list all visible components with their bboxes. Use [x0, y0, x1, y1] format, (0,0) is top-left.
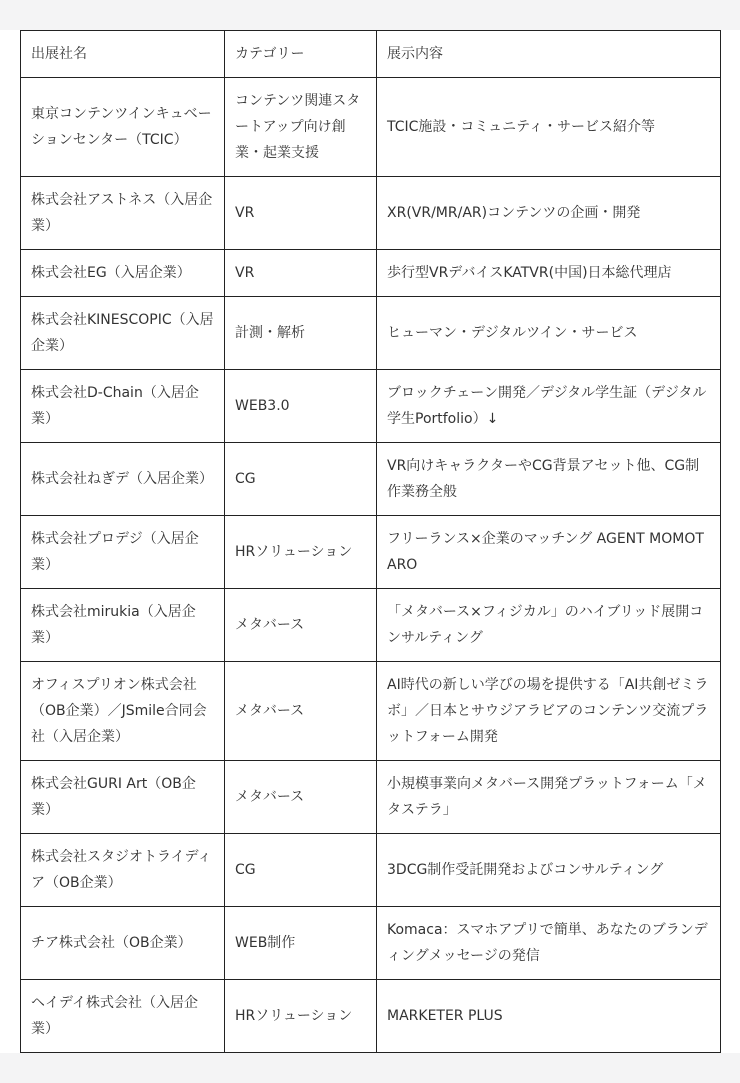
- header-category: カテゴリー: [225, 31, 377, 78]
- content-cell: 「メタバース×フィジカル」のハイブリッド展開コンサルティング: [377, 589, 721, 662]
- category-cell: HRソリューション: [225, 980, 377, 1053]
- table-row: [21, 761, 721, 834]
- company-cell: オフィスプリオン株式会社（OB企業）／JSmile合同会社（入居企業）: [21, 662, 225, 761]
- company-cell: 株式会社アストネス（入居企業）: [21, 177, 225, 250]
- company-cell: 株式会社スタジオトライディア（OB企業）: [21, 834, 225, 907]
- content-cell: VR向けキャラクターやCG背景アセット他、CG制作業務全般: [377, 443, 721, 516]
- table-row: [21, 177, 721, 250]
- company-cell: 株式会社ねぎデ（入居企業）: [21, 443, 225, 516]
- company-cell: 株式会社KINESCOPIC（入居企業）: [21, 297, 225, 370]
- content-cell: ブロックチェーン開発／デジタル学生証（デジタル学生Portfolio）↓: [377, 370, 721, 443]
- content-cell: TCIC施設・コミュニティ・サービス紹介等: [377, 78, 721, 177]
- content-cell: XR(VR/MR/AR)コンテンツの企画・開発: [377, 177, 721, 250]
- category-cell: VR: [225, 177, 377, 250]
- table-row: [21, 834, 721, 907]
- company-cell: 株式会社mirukia（入居企業）: [21, 589, 225, 662]
- table-row: [21, 980, 721, 1053]
- category-cell: コンテンツ関連スタートアップ向け創業・起業支援: [225, 78, 377, 177]
- company-cell: 株式会社プロデジ（入居企業）: [21, 516, 225, 589]
- table-row: [21, 662, 721, 761]
- table-row: [21, 78, 721, 177]
- table-row: [21, 297, 721, 370]
- table-row: [21, 250, 721, 297]
- table-row: [21, 443, 721, 516]
- company-cell: ヘイデイ株式会社（入居企業）: [21, 980, 225, 1053]
- table-row: [21, 907, 721, 980]
- table-row: [21, 589, 721, 662]
- category-cell: メタバース: [225, 761, 377, 834]
- content-cell: ヒューマン・デジタルツイン・サービス: [377, 297, 721, 370]
- header-company: 出展社名: [21, 31, 225, 78]
- table-header-row: [21, 31, 721, 78]
- company-cell: 株式会社EG（入居企業）: [21, 250, 225, 297]
- company-cell: 株式会社D-Chain（入居企業）: [21, 370, 225, 443]
- category-cell: 計測・解析: [225, 297, 377, 370]
- content-cell: MARKETER PLUS: [377, 980, 721, 1053]
- content-cell: Komaca：スマホアプリで簡単、あなたのブランディングメッセージの発信: [377, 907, 721, 980]
- content-cell: 歩行型VRデバイスKATVR(中国)日本総代理店: [377, 250, 721, 297]
- content-cell: フリーランス×企業のマッチング AGENT MOMOTARO: [377, 516, 721, 589]
- category-cell: WEB制作: [225, 907, 377, 980]
- exhibitor-table: [20, 30, 721, 1053]
- header-content: 展示内容: [377, 31, 721, 78]
- company-cell: 株式会社GURI Art（OB企業）: [21, 761, 225, 834]
- content-cell: AI時代の新しい学びの場を提供する「AI共創ゼミラボ」／日本とサウジアラビアのコンテンツ交流プラットフォーム開発: [377, 662, 721, 761]
- category-cell: WEB3.0: [225, 370, 377, 443]
- table-row: [21, 370, 721, 443]
- content-cell: 小規模事業向メタバース開発プラットフォーム「メタステラ」: [377, 761, 721, 834]
- category-cell: CG: [225, 834, 377, 907]
- table-row: [21, 516, 721, 589]
- category-cell: HRソリューション: [225, 516, 377, 589]
- category-cell: メタバース: [225, 589, 377, 662]
- category-cell: VR: [225, 250, 377, 297]
- company-cell: 東京コンテンツインキュベーションセンター（TCIC）: [21, 78, 225, 177]
- category-cell: メタバース: [225, 662, 377, 761]
- company-cell: チア株式会社（OB企業）: [21, 907, 225, 980]
- content-cell: 3DCG制作受託開発およびコンサルティング: [377, 834, 721, 907]
- category-cell: CG: [225, 443, 377, 516]
- page-body: [0, 30, 740, 1053]
